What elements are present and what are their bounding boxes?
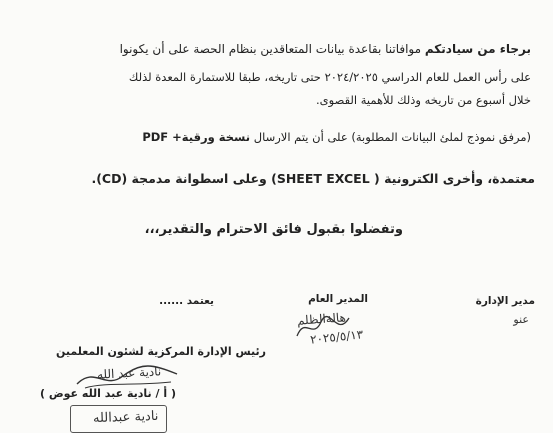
handwritten-date: ٢٠٢٥/٥/١٣ <box>309 327 364 347</box>
salutation-bold: برجاء من سيادتكم <box>424 42 531 56</box>
general-manager-label: المدير العام <box>308 293 368 305</box>
head-handwriting: نادية عبد الله <box>96 364 162 382</box>
general-manager-signature-icon <box>293 310 353 344</box>
bottom-handwriting: نادية عبدالله <box>92 408 159 427</box>
body-line-1 <box>120 42 531 56</box>
body-line-2: على رأس العمل للعام الدراسي ٢٠٢٤/٢٠٢٥ حتى تاريخه، طبقا للاستمارة المعدة لذلك <box>128 70 531 84</box>
body-line-5: معتمدة، وأخرى الكترونية ( SHEET EXCEL) وعلى اسطوانة مدمجة (CD). <box>91 171 535 186</box>
manager-handwriting: عنو <box>513 313 529 326</box>
body-line-4 <box>142 130 531 144</box>
line1-text: موافاتنا بقاعدة بيانات المتعاقدين بنظام الحصة على أن يكونوا <box>119 42 425 56</box>
approved-label: يعتمد ...... <box>159 295 214 307</box>
line4-bold: نسخة ورقية+ PDF <box>142 130 251 144</box>
body-line-3: خلال أسبوع من تاريخه وذلك للأهمية القصوى. <box>316 93 531 107</box>
manager-label: مدير الإدارة <box>475 295 535 307</box>
closing-line: وتفضلوا بقبول فائق الاحترام والتقدير،،، <box>144 222 403 237</box>
head-name: ( أ / نادية عبد الله عوض ) <box>40 387 176 400</box>
line4-text: (مرفق نموذج لملئ البيانات المطلوبة) على أن يتم الارسال <box>250 130 531 144</box>
general-manager-handwriting: هالةالظلم <box>296 310 347 328</box>
head-title: رئيس الإدارة المركزية لشئون المعلمين <box>55 345 266 358</box>
